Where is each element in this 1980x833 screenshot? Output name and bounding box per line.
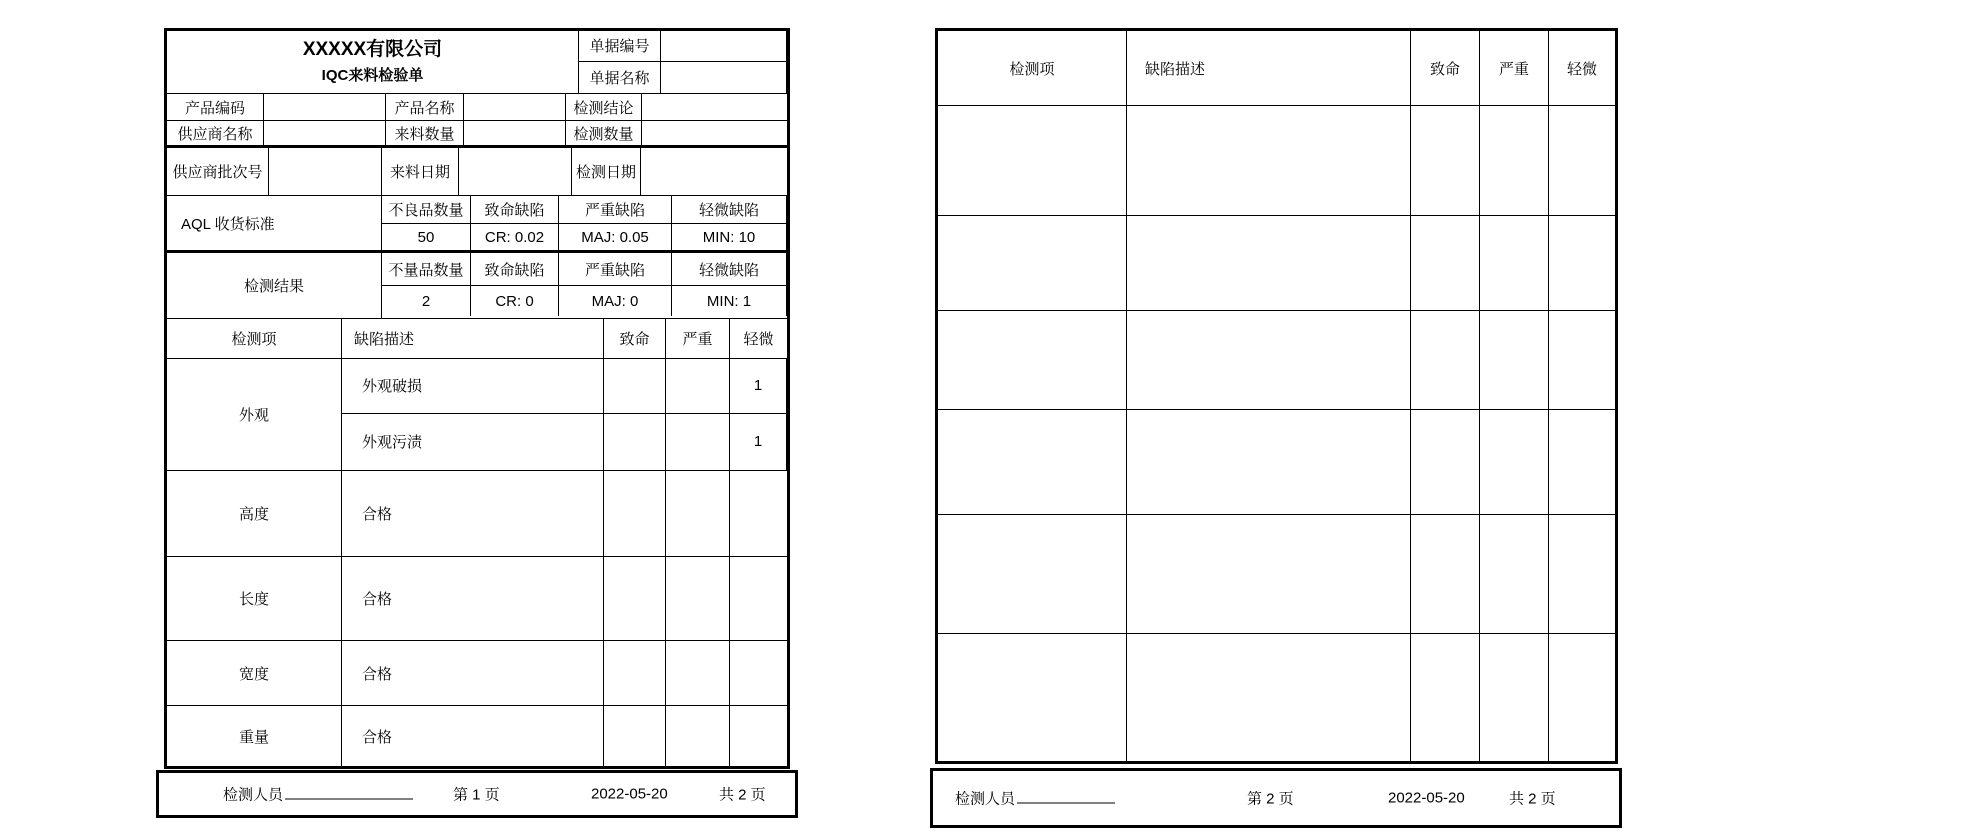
critical-count [604,414,666,470]
critical-cell [1411,311,1480,409]
detect-item-cell [938,311,1127,409]
aql-maj-label: 严重缺陷 [559,196,672,223]
defect-desc: 合格 [342,706,604,766]
inspector-line [955,788,1115,809]
aql-qty-value: 50 [382,224,471,250]
critical-count [604,359,666,413]
minor-count [730,706,787,766]
aql-cr-value: CR: 0.02 [471,224,559,250]
page1-footer [156,770,798,818]
info-row-1 [167,94,787,121]
major-cell [1480,311,1549,409]
minor-cell [1549,106,1615,215]
defect-desc-cell [1127,216,1411,310]
incoming-qty-value [464,121,566,145]
major-cell [1480,106,1549,215]
incoming-date-value [459,148,572,195]
major-count [666,641,730,705]
major-count [666,471,730,556]
info-row-2 [167,121,787,148]
detect-header-major: 严重 [666,319,730,358]
page2-header-row [938,31,1615,106]
inspect-qty-value [642,121,787,145]
detect-item-label: 外观 [167,359,342,470]
detect-header-critical: 致命 [1411,31,1480,105]
result-qty-value: 2 [382,286,471,316]
appearance-subrows [342,359,787,470]
form-title: IQC来料检验单 [321,67,424,85]
major-count [666,359,730,413]
minor-count [730,471,787,556]
footer-date: 2022-05-20 [591,785,668,803]
detect-header-item: 检测项 [167,319,342,358]
product-code-value [264,94,386,120]
detect-row-weight [167,706,787,766]
aql-label: AQL 收货标准 [167,196,382,250]
detect-header-item: 检测项 [938,31,1127,105]
minor-cell [1549,410,1615,514]
empty-row [938,410,1615,515]
minor-count: 1 [730,414,787,470]
inspect-date-label: 检测日期 [572,148,641,195]
aql-cr-label: 致命缺陷 [471,196,559,223]
signature-line [1017,790,1115,804]
conclusion-value [642,94,787,120]
page1-header-row [167,31,787,94]
total-pages: 共 2 页 [1509,790,1556,808]
major-cell [1480,216,1549,310]
minor-cell [1549,216,1615,310]
major-count [666,706,730,766]
critical-count [604,471,666,556]
result-min-value: MIN: 1 [672,286,787,316]
defect-desc-cell [1127,410,1411,514]
detect-header-minor: 轻微 [1566,60,1597,78]
critical-count [604,557,666,640]
detect-header-desc: 缺陷描述 [1127,31,1411,105]
result-section [167,253,787,319]
inspector-line [223,784,413,805]
result-min-label: 轻微缺陷 [672,253,787,285]
major-cell [1480,410,1549,514]
critical-count [604,706,666,766]
major-count [666,414,730,470]
empty-row [938,216,1615,311]
detect-item-label: 重量 [167,706,342,766]
aql-maj-value: MAJ: 0.05 [559,224,672,250]
aql-qty-label: 不良品数量 [382,196,471,223]
result-cr-value: CR: 0 [471,286,559,316]
defect-desc-cell [1127,106,1411,215]
batch-value [269,148,382,195]
detect-item-label: 宽度 [167,641,342,705]
batch-label: 供应商批次号 [167,148,269,195]
minor-cell [1549,515,1615,633]
detect-row-width [167,641,787,706]
page1-table [164,28,790,769]
critical-count [604,641,666,705]
detect-row-height [167,471,787,557]
signature-line [285,786,413,800]
empty-row [938,106,1615,216]
minor-cell [1549,634,1615,761]
detect-row-length [167,557,787,641]
detect-header-desc: 缺陷描述 [342,319,604,358]
defect-desc-cell [1127,634,1411,761]
detect-item-cell [938,106,1127,215]
defect-desc: 合格 [342,641,604,705]
defect-desc: 合格 [342,471,604,556]
critical-cell [1411,515,1480,633]
inspector-label: 检测人员 [955,790,1016,808]
detect-item-cell [938,515,1127,633]
defect-desc: 外观破损 [342,359,604,413]
detect-item-cell [938,216,1127,310]
doc-name-label: 单据名称 [579,62,661,93]
form-title-block [167,31,579,93]
empty-row [938,311,1615,410]
total-pages: 共 2 页 [719,786,766,804]
footer-date: 2022-05-20 [1388,789,1465,807]
supplier-label: 供应商名称 [167,121,264,145]
major-cell [1480,515,1549,633]
product-name-label: 产品名称 [386,94,464,120]
minor-count: 1 [730,359,787,413]
detect-item-cell [938,634,1127,761]
supplier-value [264,121,386,145]
page-number: 第 1 页 [453,786,500,804]
detect-header-row [167,319,787,359]
result-qty-label: 不量品数量 [382,253,471,285]
defect-desc: 合格 [342,557,604,640]
product-name-value [464,94,566,120]
detect-item-label: 长度 [167,557,342,640]
result-label: 检测结果 [167,253,382,318]
page2-table [935,28,1618,764]
minor-count [730,557,787,640]
defect-desc: 外观污渍 [342,414,604,470]
result-grid [382,253,787,318]
doc-name-value [661,62,787,93]
product-code-label: 产品编码 [167,94,264,120]
defect-desc-cell [1127,515,1411,633]
page2-footer [930,768,1622,828]
minor-count [730,641,787,705]
detect-item-cell [938,410,1127,514]
critical-cell [1411,216,1480,310]
inspect-date-value [641,148,787,195]
critical-cell [1411,410,1480,514]
doc-no-value [661,31,787,61]
detect-row-appearance [167,359,787,471]
inspector-label: 检测人员 [223,786,284,804]
empty-row [938,515,1615,634]
aql-min-label: 轻微缺陷 [672,196,787,223]
result-maj-label: 严重缺陷 [559,253,672,285]
aql-section [167,196,787,253]
major-count [666,557,730,640]
result-maj-value: MAJ: 0 [559,286,672,316]
incoming-qty-label: 来料数量 [386,121,464,145]
critical-cell [1411,106,1480,215]
incoming-date-label: 来料日期 [382,148,459,195]
doc-meta-block [579,31,787,93]
empty-row [938,634,1615,761]
inspect-qty-label: 检测数量 [566,121,642,145]
detect-header-critical: 致命 [604,319,666,358]
result-cr-label: 致命缺陷 [471,253,559,285]
page-number: 第 2 页 [1247,790,1294,808]
minor-cell [1549,311,1615,409]
batch-row [167,148,787,196]
detect-header-minor: 轻微 [743,331,774,348]
aql-min-value: MIN: 10 [672,224,787,250]
aql-grid [382,196,787,250]
company-name: XXXXX有限公司 [302,38,443,60]
critical-cell [1411,634,1480,761]
defect-desc-cell [1127,311,1411,409]
doc-no-label: 单据编号 [579,31,661,61]
detect-item-label: 高度 [167,471,342,556]
major-cell [1480,634,1549,761]
conclusion-label: 检测结论 [566,94,642,120]
detect-header-major: 严重 [1480,31,1549,105]
